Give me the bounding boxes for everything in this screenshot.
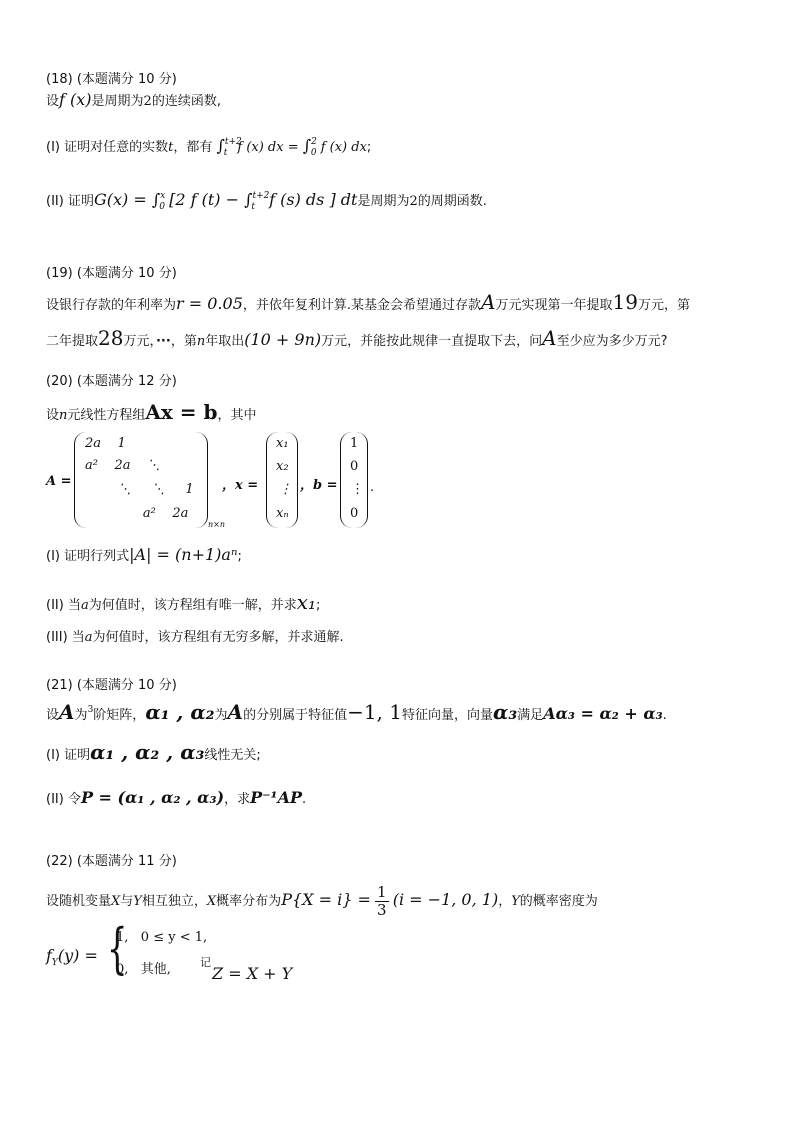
piecewise-brace: { [106,917,128,980]
q20-b-label: ，b = [300,478,338,493]
q19-line1: 设银行存款的年利率为r = 0.05，并依年复利计算.某基金会希望通过存款A万元实现第一年提取19万元，第 [46,290,690,314]
q21-part2: (II) 令P = (α₁ , α₂ , α₃)，求P⁻¹AP. [46,788,307,807]
q21-line1: 设A为$^3$阶矩阵，α₁ , α₂为A的分别属于特征值−1, 1特征向量，向量α₃满足Aα₃ = α₂ + α₃. [46,700,667,724]
q20-part3: (III) 当a为何值时，该方程组有无穷多解，并求通解. [46,630,344,645]
q22-Z: Z = X + Y [212,964,293,983]
vector-b: 1 0 ⋮ 0 [340,432,368,528]
q18-part2: (II) 证明G(x) = ∫$^x_0$ [2 f (t) − ∫$^{t+2}_t$ f (s) ds ] dt是周期为2的周期函数. [46,190,487,212]
q20-period: . [370,480,375,495]
q20-line1: 设n元线性方程组Ax = b，其中 [46,400,257,424]
q21-part1: (I) 证明α₁ , α₂ , α₃线性无关; [46,740,261,764]
q21-heading: (21) (本题满分 10 分) [46,678,177,693]
q20-part2: (II) 当a为何值时，该方程组有唯一解，并求x₁; [46,590,321,614]
q18-line1: 设f (x)是周期为2的连续函数, [46,90,221,109]
q22-heading: (22) (本题满分 11 分) [46,854,177,869]
vector-x: x₁ x₂ ⋮ xₙ [266,432,298,528]
piecewise-case2: 0, 其他, [116,962,171,977]
matrix-A-size: n×n [208,520,226,529]
q18-heading: (18) (本题满分 10 分) [46,72,177,87]
matrix-A: 2a 1 a² 2a ⋱ ⋱ ⋱ 1 a² 2a [74,432,208,528]
q22-ji: 记 [200,956,211,969]
q22-density-label: $f_Y(y)$ = [46,946,98,968]
q19-heading: (19) (本题满分 10 分) [46,266,177,281]
q19-line2: 二年提取28万元，···，第n年取出(10 + 9n)万元，并能按此规律一直提取下去，问A至少应为多少万元? [46,326,668,350]
piecewise-case1: 1, 0 ≤ y < 1, [116,930,208,945]
q20-x-label: ，x = [222,478,259,493]
q20-part1: (I) 证明行列式|A| = (n+1)aⁿ; [46,545,242,564]
q20-heading: (20) (本题满分 12 分) [46,374,177,389]
q18-part1: (I) 证明对任意的实数t，都有 ∫$^{t+2}_t$ f (x) dx = ∫$^2_0$ f (x) dx; [46,136,372,158]
q18-fx: f (x) [59,90,92,109]
q20-A-label: A = [46,474,72,489]
q22-line1: 设随机变量X与Y相互独立，X概率分布为P{X = i} = $\frac{1}{3}$ (i = −1, 0, 1)，Y的概率密度为 [46,883,598,919]
fraction-one-third: $\frac{1}{3}$ [377,883,387,919]
